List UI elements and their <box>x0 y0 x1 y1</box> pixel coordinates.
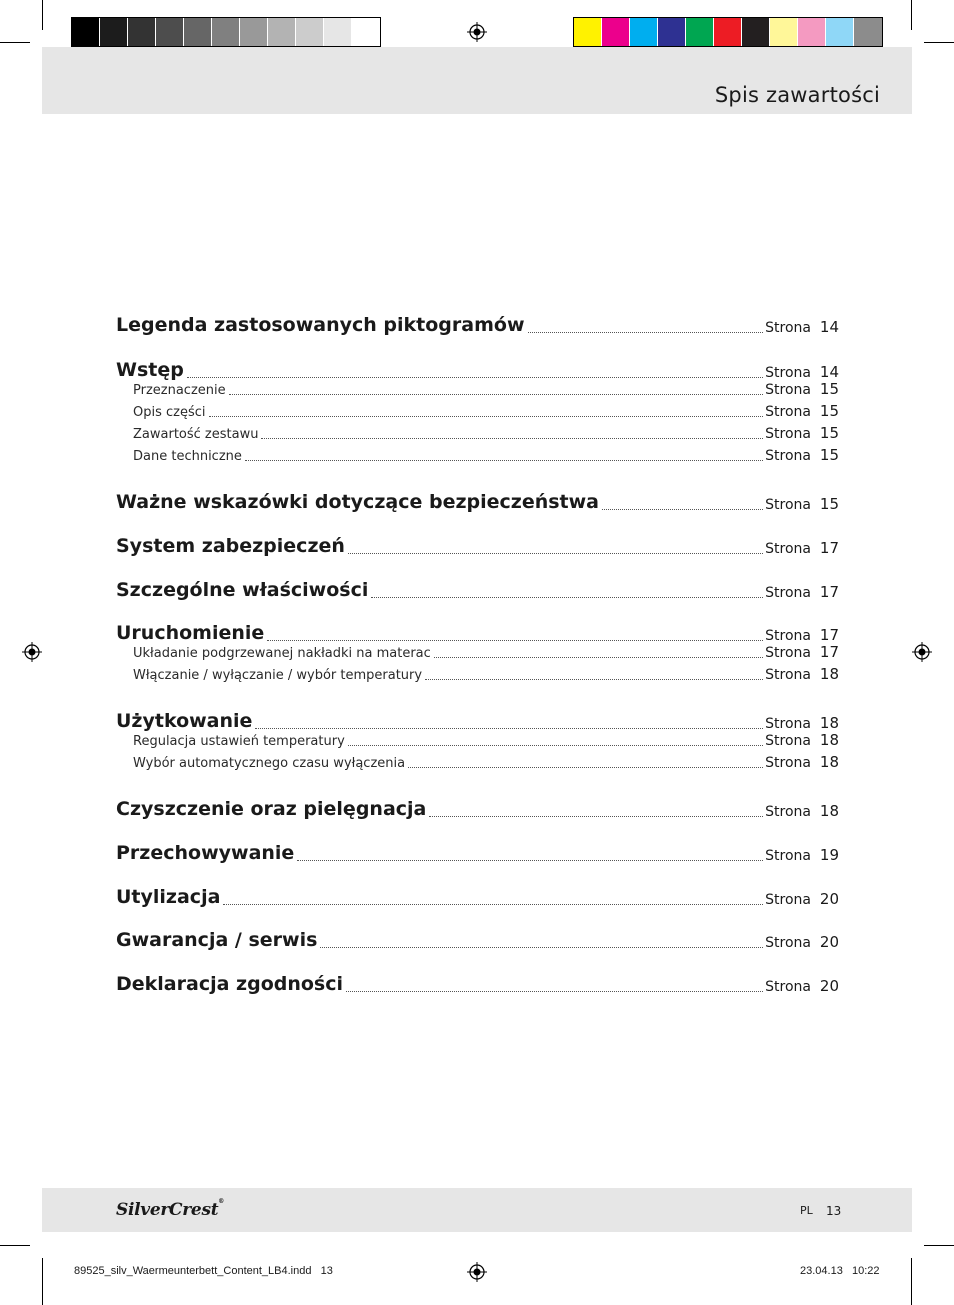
brand-logo <box>116 1200 224 1220</box>
dot-leader <box>429 806 763 817</box>
toc-entry-label: Gwarancja / serwis <box>116 929 318 951</box>
toc-page-number: 20 <box>819 890 839 908</box>
color-swatch <box>574 18 602 46</box>
toc-page-word: Strona <box>765 628 811 644</box>
dot-leader <box>602 499 763 510</box>
toc-page-word: Strona <box>765 892 811 908</box>
toc-entry <box>116 533 839 557</box>
dot-leader <box>348 543 763 554</box>
toc-page-word: Strona <box>765 804 811 820</box>
toc-subentry <box>133 643 839 661</box>
color-swatch <box>630 18 658 46</box>
dot-leader <box>187 367 763 378</box>
crop-mark <box>911 0 912 30</box>
toc-entry-label: Legenda zastosowanych piktogramów <box>116 314 525 336</box>
color-swatch <box>268 18 296 46</box>
dot-leader <box>267 630 763 641</box>
toc-entry <box>116 620 839 644</box>
dot-leader <box>348 735 763 746</box>
toc-page-number: 18 <box>819 802 839 820</box>
color-swatch <box>212 18 240 46</box>
toc-page-number: 20 <box>819 933 839 951</box>
toc-page-word: Strona <box>765 585 811 601</box>
toc-page-word: Strona <box>765 448 811 464</box>
toc-page-word: Strona <box>765 426 811 442</box>
color-swatch <box>128 18 156 46</box>
dot-leader <box>297 850 763 861</box>
toc-entry-label: Szczególne właściwości <box>116 579 369 601</box>
toc-page-word: Strona <box>765 404 811 420</box>
color-swatch <box>184 18 212 46</box>
dot-leader <box>223 894 763 905</box>
dot-leader <box>255 718 763 729</box>
dot-leader <box>229 384 764 395</box>
toc-entry-label: System zabezpieczeń <box>116 535 345 557</box>
toc-entry-label: Zawartość zestawu <box>133 427 259 442</box>
color-swatch <box>686 18 714 46</box>
toc-entry-label: Użytkowanie <box>116 710 253 732</box>
toc-entry <box>116 312 839 336</box>
dot-leader <box>434 647 763 658</box>
color-swatch <box>240 18 268 46</box>
crop-mark <box>0 42 30 43</box>
toc-subentry <box>133 402 839 420</box>
toc-entry <box>116 577 839 601</box>
toc-page-number: 17 <box>819 643 839 661</box>
color-swatch <box>826 18 854 46</box>
toc-entry-label: Przeznaczenie <box>133 383 226 398</box>
toc-page-number: 19 <box>819 846 839 864</box>
toc-page-word: Strona <box>765 382 811 398</box>
grayscale-swatch-bar <box>71 17 381 47</box>
toc-entry <box>116 840 839 864</box>
page-title: Spis zawartości <box>714 83 880 107</box>
toc-subentry <box>133 424 839 442</box>
toc-page-number: 18 <box>819 714 839 732</box>
toc-page-word: Strona <box>765 667 811 683</box>
page-number: 13 <box>826 1204 842 1218</box>
toc-entry-label: Wybór automatycznego czasu wyłączenia <box>133 756 406 771</box>
toc-entry <box>116 927 839 951</box>
toc-page-word: Strona <box>765 365 811 381</box>
toc-page-word: Strona <box>765 733 811 749</box>
registration-mark-icon <box>22 642 42 662</box>
toc-entry <box>116 971 839 995</box>
crop-mark <box>42 0 43 30</box>
toc-page-number: 17 <box>819 583 839 601</box>
crop-mark <box>924 42 954 43</box>
toc-subentry <box>133 753 839 771</box>
toc-entry-label: Opis części <box>133 405 206 420</box>
dot-leader <box>245 450 763 461</box>
color-swatch <box>658 18 686 46</box>
dot-leader <box>408 757 763 768</box>
toc-page-number: 18 <box>819 731 839 749</box>
registration-mark-icon <box>467 1262 487 1282</box>
crop-mark <box>0 1245 30 1246</box>
toc-page-number: 15 <box>819 402 839 420</box>
brand-mark: ® <box>218 1198 224 1205</box>
crop-mark <box>924 1245 954 1246</box>
crop-mark <box>911 1258 912 1305</box>
dot-leader <box>371 587 763 598</box>
toc-subentry <box>133 380 839 398</box>
registration-mark-icon <box>467 22 487 42</box>
color-swatch <box>352 18 380 46</box>
color-swatch <box>714 18 742 46</box>
dot-leader <box>528 322 764 333</box>
toc-entry-label: Deklaracja zgodności <box>116 973 344 995</box>
toc-subentry <box>133 665 839 683</box>
color-swatch <box>72 18 100 46</box>
crop-mark <box>42 1258 43 1305</box>
color-swatch <box>742 18 770 46</box>
toc-page-word: Strona <box>765 497 811 513</box>
toc-page-number: 17 <box>819 539 839 557</box>
toc-page-number: 14 <box>819 363 839 381</box>
dot-leader <box>209 406 764 417</box>
toc-entry-label: Włączanie / wyłączanie / wybór temperatury <box>133 668 423 683</box>
slug-date: 23.04.13 10:22 <box>800 1265 880 1277</box>
color-swatch <box>770 18 798 46</box>
toc-page-number: 15 <box>819 380 839 398</box>
toc-page-word: Strona <box>765 848 811 864</box>
color-swatch <box>602 18 630 46</box>
toc-page-number: 15 <box>819 424 839 442</box>
toc-entry <box>116 796 839 820</box>
toc-entry <box>116 357 839 381</box>
brand-name: SilverCrest <box>116 1200 219 1220</box>
toc-entry <box>116 489 839 513</box>
toc-page-word: Strona <box>765 755 811 771</box>
toc-page-number: 18 <box>819 753 839 771</box>
toc-page-number: 14 <box>819 318 839 336</box>
color-swatch <box>156 18 184 46</box>
toc-page-number: 15 <box>819 446 839 464</box>
toc-page-word: Strona <box>765 979 811 995</box>
toc-entry-label: Przechowywanie <box>116 842 295 864</box>
toc-entry-label: Utylizacja <box>116 886 221 908</box>
color-swatch <box>854 18 882 46</box>
toc-entry-label: Układanie podgrzewanej nakładki na materac <box>133 646 431 661</box>
toc-page-number: 15 <box>819 495 839 513</box>
toc-page-word: Strona <box>765 320 811 336</box>
color-swatch <box>100 18 128 46</box>
color-swatch <box>798 18 826 46</box>
toc-page-word: Strona <box>765 541 811 557</box>
toc-subentry <box>133 446 839 464</box>
toc-entry-label: Dane techniczne <box>133 449 242 464</box>
toc-page-number: 17 <box>819 626 839 644</box>
toc-entry-label: Uruchomienie <box>116 622 265 644</box>
dot-leader <box>320 937 763 948</box>
dot-leader <box>425 669 763 680</box>
toc-page-word: Strona <box>765 935 811 951</box>
dot-leader <box>346 981 763 992</box>
toc-page-word: Strona <box>765 716 811 732</box>
toc-entry-label: Czyszczenie oraz pielęgnacja <box>116 798 427 820</box>
toc-entry-label: Regulacja ustawień temperatury <box>133 734 345 749</box>
toc-page-number: 18 <box>819 665 839 683</box>
toc-entry <box>116 884 839 908</box>
color-swatch-bar <box>573 17 883 47</box>
color-swatch <box>296 18 324 46</box>
toc-page-number: 20 <box>819 977 839 995</box>
color-swatch <box>324 18 352 46</box>
registration-mark-icon <box>912 642 932 662</box>
toc-page-word: Strona <box>765 645 811 661</box>
toc-entry-label: Wstęp <box>116 359 184 381</box>
toc-entry-label: Ważne wskazówki dotyczące bezpieczeństwa <box>116 491 600 513</box>
slug-filename: 89525_silv_Waermeunterbett_Content_LB4.indd 13 <box>74 1265 333 1277</box>
toc-subentry <box>133 731 839 749</box>
language-code: PL <box>800 1204 813 1217</box>
toc-entry <box>116 708 839 732</box>
dot-leader <box>261 428 763 439</box>
